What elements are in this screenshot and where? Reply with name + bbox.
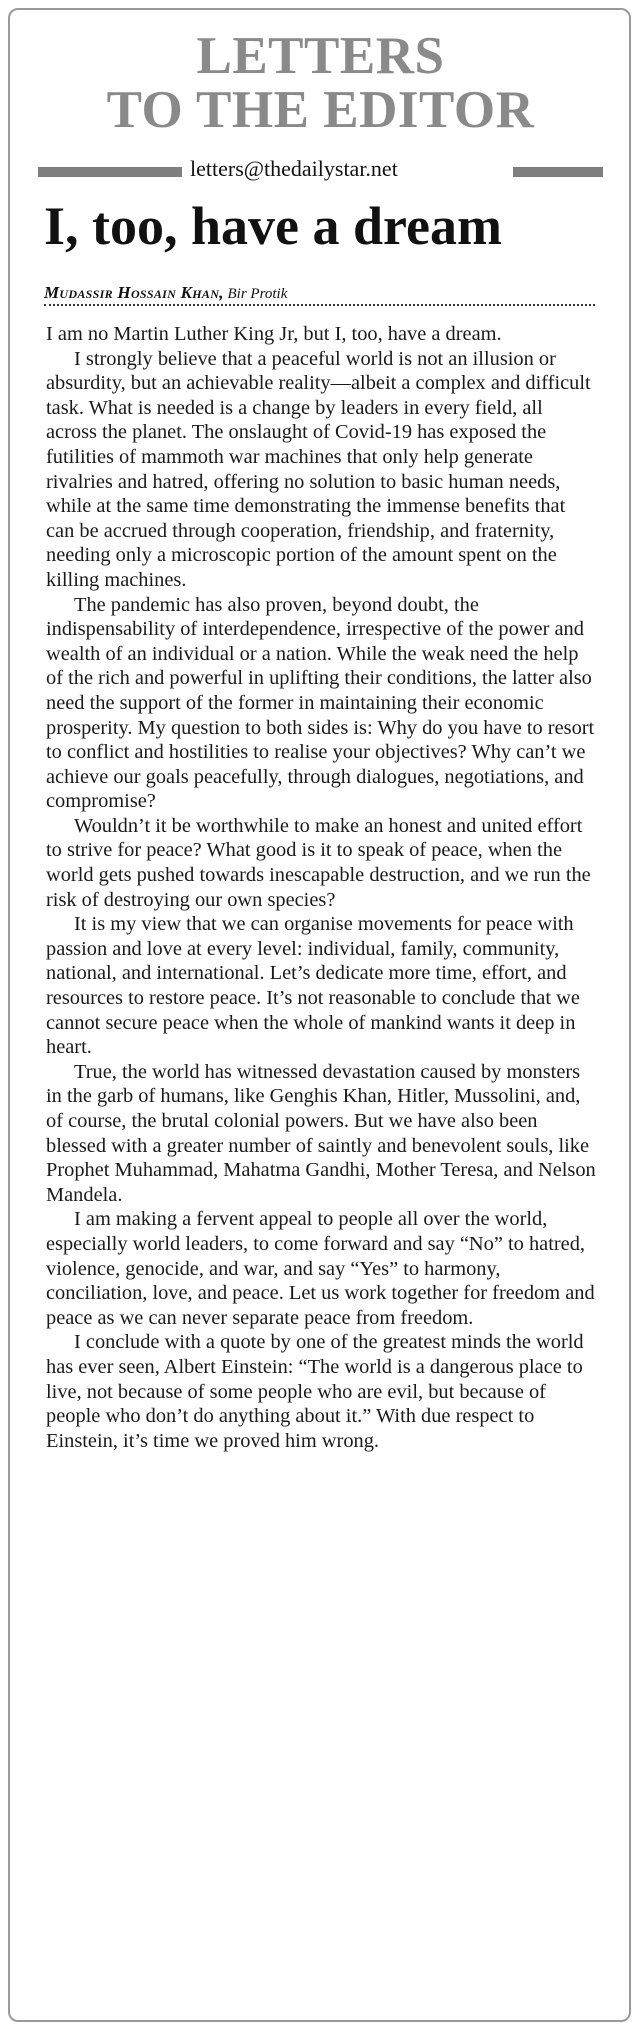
paragraph: True, the world has witnessed devastation caused by monsters in the garb of humans, like Genghis Khan, Hitler, Mussolini, and, of course, the brutal colonial powers. But we have also been blessed with a greater number of saintly and benevolent souls, like Prophet Muhammad, Mahatma Gandhi, Mother Teresa, and Nelson Mandela. [46, 1060, 596, 1206]
letter-headline: I, too, have a dream [44, 196, 502, 256]
paragraph: I am making a fervent appeal to people all over the world, especially world leaders, to come forward and say “No” to hatred, violence, genocide, and war, and say “Yes” to harmony, conciliation, love, and peace. Let us work together for freedom and peace as we can never separate peace from freedom. [46, 1208, 595, 1329]
paragraph: I conclude with a quote by one of the greatest minds the world has ever seen, Albert Einstein: “The world is a dangerous place to live, not because of some people who are evil, but because of people who don’t do anything about it.” With due respect to Einstein, it’s time we proved him wrong. [46, 1331, 584, 1452]
letter-body [46, 322, 596, 1453]
paragraph: Wouldn’t it be worthwhile to make an honest and united effort to strive for peace? What good is it to speak of peace, when the world gets pushed towards inescapable destruction, and we run the risk of destroying our own species? [46, 814, 591, 911]
paragraph: I am no Martin Luther King Jr, but I, too, have a dream. [46, 323, 502, 345]
paragraph: The pandemic has also proven, beyond doubt, the indispensability of interdependence, irrespective of the power and wealth of an individual or a nation. While the weak need the help of the rich and powerful in uplifting their conditions, the latter also need the support of the former in maintaining their economic prosperity. My question to both sides is: Why do you have to resort to conflict and hostilities to realise your objectives? Why can’t we achieve our goals peacefully, through dialogues, negotiations, and compromise? [46, 593, 595, 813]
rule-bar-right [513, 167, 603, 177]
dotted-divider [44, 304, 595, 306]
rule-bar-left [38, 167, 182, 177]
email-row [38, 156, 603, 182]
byline-affiliation: Bir Protik [227, 286, 288, 302]
paragraph: I strongly believe that a peaceful world is not an illusion or absurdity, but an achievable reality—albeit a complex and difficult task. What is needed is a change by leaders in every field, all across the planet. The onslaught of Covid-19 has exposed the futilities of mammoth war machines that only help generate rivalries and hatred, offering no solution to basic human needs, while at the same time demonstrating the immense benefits that can be accrued through cooperation, friendship, and fraternity, needing only a microscopic portion of the amount spent on the killing machines. [46, 347, 591, 591]
paragraph: It is my view that we can organise movements for peace with passion and love at every level: individual, family, community, national, and international. Let’s dedicate more time, effort, and resources to restore peace. It’s not reasonable to conclude that we cannot secure peace when the whole of mankind wants it deep in heart. [46, 913, 580, 1059]
byline-author: Mudassir Hossain Khan, [44, 283, 224, 302]
masthead-title-line1: LETTERS [196, 27, 445, 85]
masthead-title-line2: TO THE EDITOR [106, 81, 535, 139]
byline [44, 283, 287, 303]
editor-email: letters@thedailystar.net [190, 156, 398, 181]
